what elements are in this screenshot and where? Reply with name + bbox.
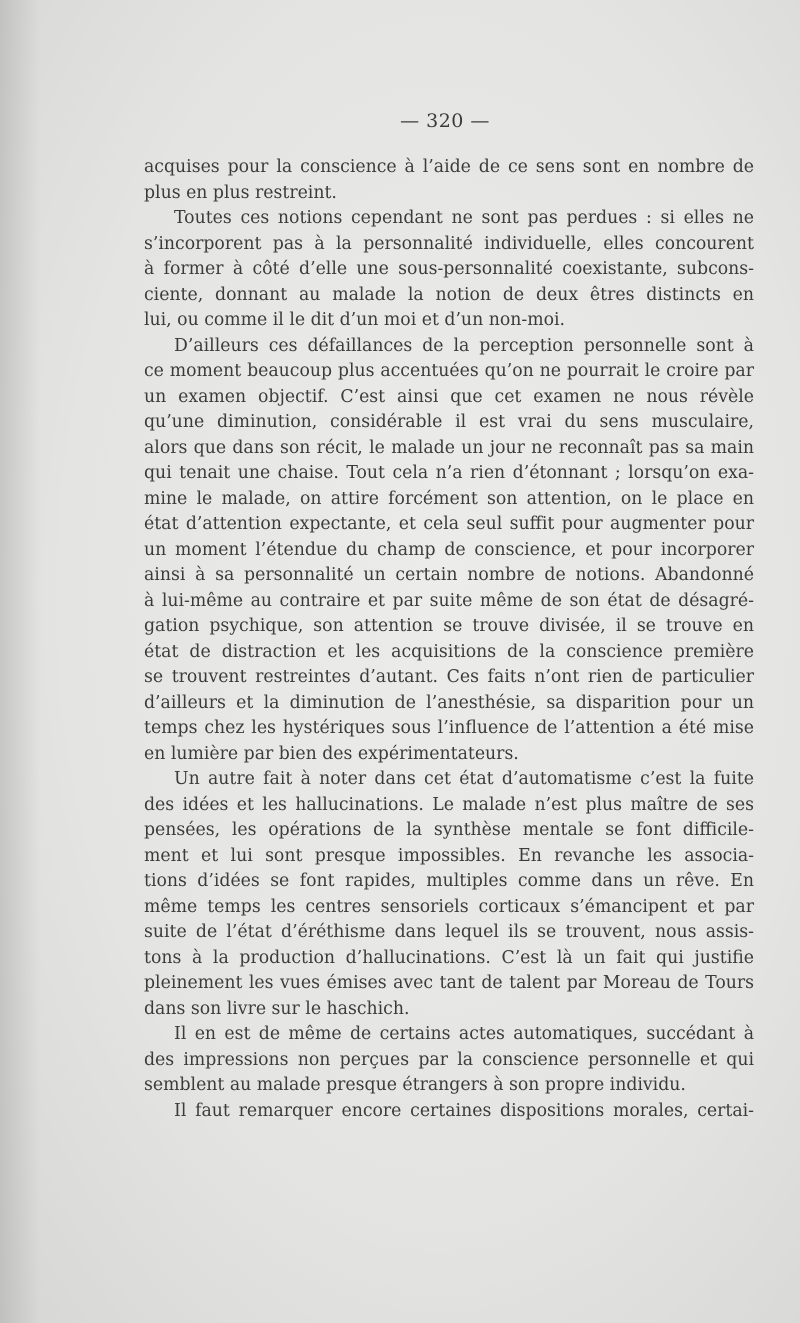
text-line: Un autre fait à noter dans cet état d’automatisme c’est la fuite bbox=[174, 769, 754, 789]
text-line: même temps les centres sensoriels corticaux s’émancipent et par bbox=[144, 896, 754, 917]
text-line: tons à la production d’hallucinations. C’est là un fait qui justifie bbox=[144, 947, 754, 968]
text-line: dans son livre sur le haschich. bbox=[144, 998, 410, 1019]
text-line: Il faut remarquer encore certaines dispositions morales, certai- bbox=[174, 1100, 754, 1121]
text-line: ment et lui sont presque impossibles. En revanche les associa- bbox=[144, 845, 754, 866]
text-line: un moment l’étendue du champ de conscience, et pour incorporer bbox=[144, 539, 754, 560]
text-line: d’ailleurs et la diminution de l’anesthésie, sa disparition pour un bbox=[144, 692, 754, 713]
text-line: se trouvent restreintes d’autant. Ces faits n’ont rien de particulier bbox=[144, 667, 754, 687]
text-line: mine le malade, on attire forcément son attention, on le place en bbox=[144, 488, 754, 509]
text-line: Il en est de même de certains actes automatiques, succédant à bbox=[174, 1024, 754, 1044]
text-line: s’incorporent pas à la personnalité individuelle, elles concourent bbox=[144, 233, 754, 254]
text-line: qui tenait une chaise. Tout cela n’a rien d’étonnant ; lorsqu’on exa- bbox=[144, 463, 754, 483]
page-number: — 320 — bbox=[400, 110, 490, 132]
text-line: plus en plus restreint. bbox=[144, 182, 337, 203]
text-line: ainsi à sa personnalité un certain nombre de notions. Abandonné bbox=[144, 565, 754, 585]
text-line: tions d’idées se font rapides, multiples comme dans un rêve. En bbox=[144, 871, 754, 891]
text-line: semblent au malade presque étrangers à son propre individu. bbox=[144, 1075, 686, 1095]
text-line: ce moment beaucoup plus accentuées qu’on ne pourrait le croire par bbox=[144, 361, 754, 381]
text-line: temps chez les hystériques sous l’influence de l’attention a été mise bbox=[144, 718, 754, 738]
text-line: en lumière par bien des expérimentateurs. bbox=[144, 743, 519, 764]
text-line: des impressions non perçues par la conscience personnelle et qui bbox=[144, 1049, 754, 1070]
text-line: ciente, donnant au malade la notion de deux êtres distincts en bbox=[144, 284, 754, 305]
text-line: lui, ou comme il le dit d’un moi et d’un non-moi. bbox=[144, 310, 566, 330]
text-line: pleinement les vues émises avec tant de talent par Moreau de Tours bbox=[144, 973, 754, 993]
text-line: D’ailleurs ces défaillances de la perception personnelle sont à bbox=[174, 335, 754, 356]
text-line: un examen objectif. C’est ainsi que cet examen ne nous révèle bbox=[144, 386, 754, 407]
text-line: gation psychique, son attention se trouve divisée, il se trouve en bbox=[144, 616, 754, 636]
text-line: état d’attention expectante, et cela seul suffit pour augmenter pour bbox=[144, 514, 754, 534]
text-line: Toutes ces notions cependant ne sont pas perdues : si elles ne bbox=[174, 208, 754, 228]
text-line: des idées et les hallucinations. Le malade n’est plus maître de ses bbox=[144, 794, 754, 815]
text-line: pensées, les opérations de la synthèse mentale se font difficile- bbox=[144, 820, 754, 840]
body-text bbox=[144, 155, 754, 1124]
text-line: à lui-même au contraire et par suite même de son état de désagré- bbox=[144, 590, 754, 611]
text-line: acquises pour la conscience à l’aide de ce sens sont en nombre de bbox=[144, 157, 754, 177]
text-line: à former à côté d’elle une sous-personnalité coexistante, subcons- bbox=[144, 259, 754, 279]
text-line: qu’une diminution, considérable il est vrai du sens musculaire, bbox=[144, 412, 754, 432]
text-line: alors que dans son récit, le malade un jour ne reconnaît pas sa main bbox=[144, 437, 754, 458]
text-line: état de distraction et les acquisitions de la conscience première bbox=[144, 641, 754, 662]
page-edge-shadow bbox=[0, 0, 40, 1323]
text-line: suite de l’état d’éréthisme dans lequel ils se trouvent, nous assis- bbox=[144, 922, 754, 942]
